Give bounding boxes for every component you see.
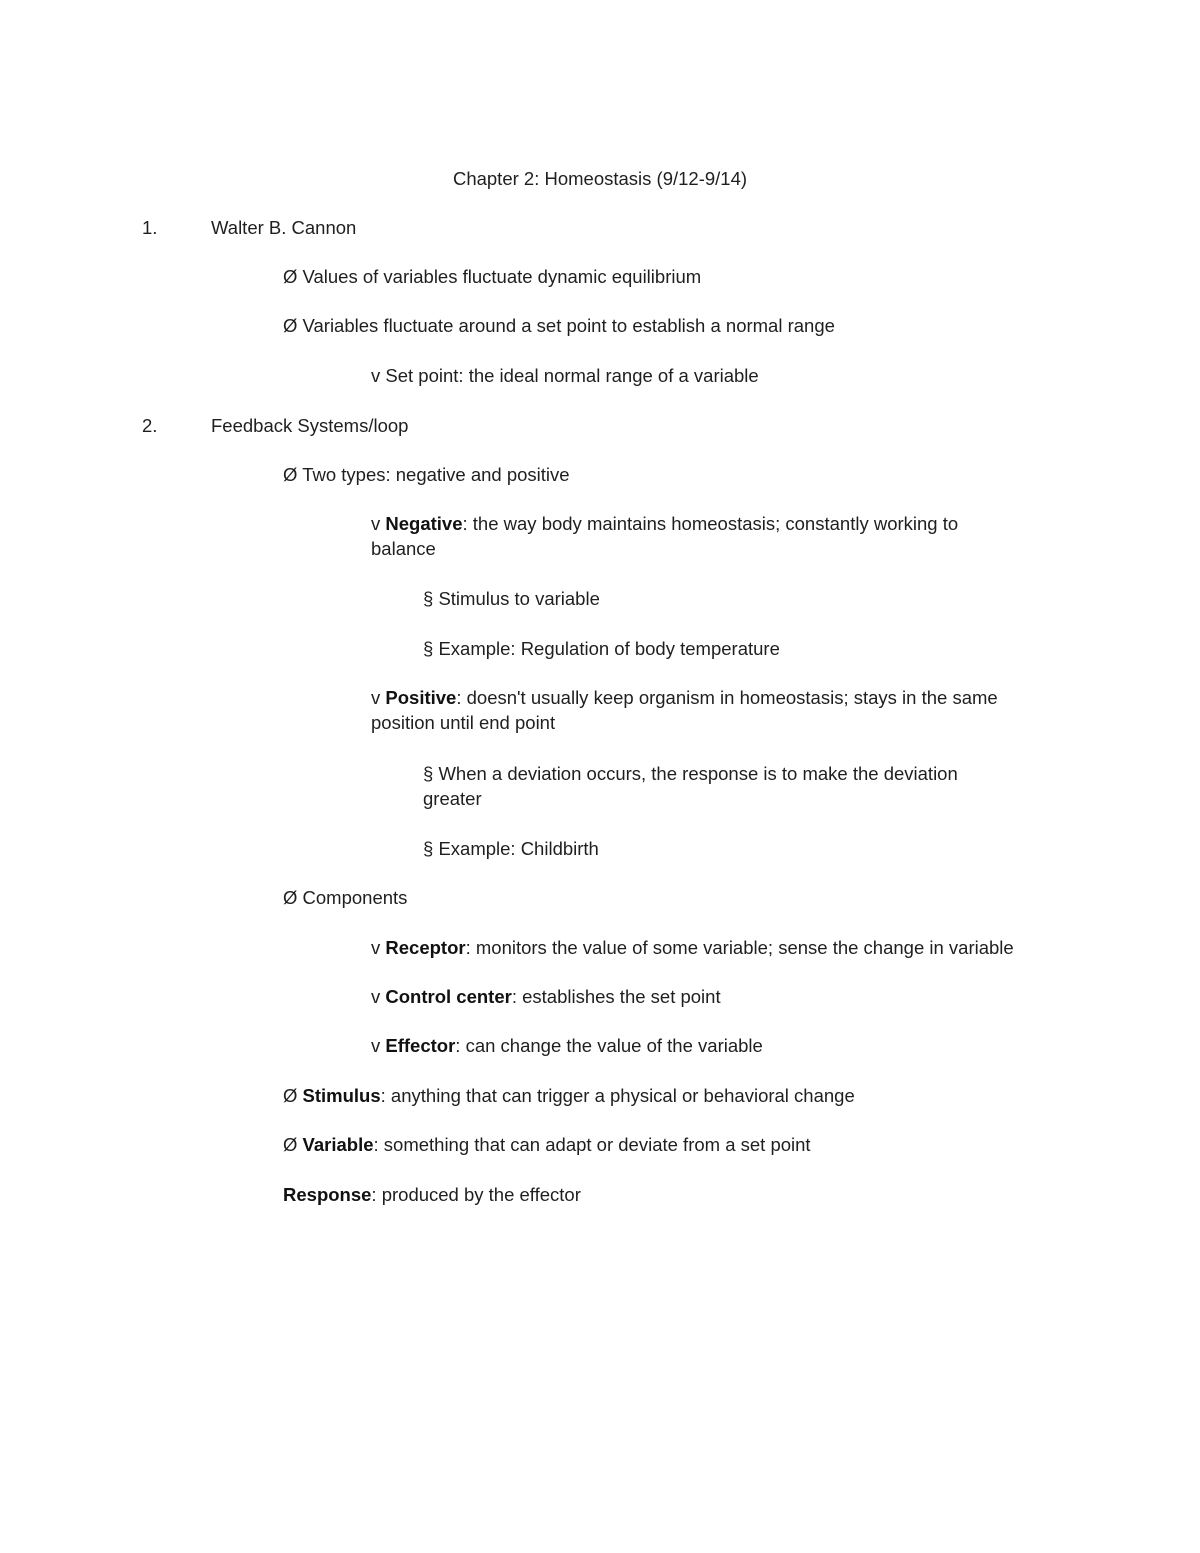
list-item — [423, 761, 1013, 811]
item-text: : something that can adapt or deviate from a set point — [373, 1134, 811, 1155]
list-item — [371, 685, 1051, 735]
item-term: Effector — [385, 1035, 456, 1056]
item-text: Components — [302, 887, 408, 908]
section-number: 2. — [142, 415, 158, 436]
list-item — [371, 935, 1014, 960]
section-heading: Feedback Systems/loop — [211, 415, 409, 436]
item-text: Example: Childbirth — [438, 838, 599, 859]
item-text: Variables fluctuate around a set point to establish a normal range — [302, 315, 835, 336]
item-text: When a deviation occurs, the response is to make the deviation greater — [423, 763, 958, 809]
item-text: : doesn't usually keep organism in homeostasis; stays in the same position until end point — [371, 687, 998, 733]
list-item — [423, 836, 599, 861]
list-item — [283, 1132, 811, 1157]
list-item — [283, 264, 701, 289]
item-text: : the way body maintains homeostasis; constantly working to balance — [371, 513, 959, 559]
arrow-bullet-icon: Ø — [283, 887, 298, 908]
check-bullet-icon: v — [371, 365, 381, 386]
arrow-bullet-icon: Ø — [283, 266, 298, 287]
item-text: : can change the value of the variable — [455, 1035, 763, 1056]
list-item — [371, 984, 721, 1009]
item-term: Positive — [385, 687, 457, 708]
item-text: Stimulus to variable — [438, 588, 600, 609]
section-heading: Walter B. Cannon — [211, 217, 357, 238]
item-text: : anything that can trigger a physical or behavioral change — [380, 1085, 855, 1106]
check-bullet-icon: v — [371, 687, 381, 708]
item-text: Two types: negative and positive — [302, 464, 570, 485]
item-text: Values of variables fluctuate dynamic equilibrium — [302, 266, 702, 287]
list-item — [371, 363, 759, 388]
list-item — [283, 1182, 581, 1207]
item-text: Set point: the ideal normal range of a variable — [385, 365, 759, 386]
arrow-bullet-icon: Ø — [283, 1085, 298, 1106]
item-term: Stimulus — [302, 1085, 381, 1106]
section-bullet-icon: § — [423, 763, 434, 784]
list-item — [283, 462, 570, 487]
item-term: Negative — [385, 513, 463, 534]
item-term: Control center — [385, 986, 512, 1007]
check-bullet-icon: v — [371, 1035, 381, 1056]
item-text: : establishes the set point — [511, 986, 721, 1007]
page-title: Chapter 2: Homeostasis (9/12-9/14) — [452, 168, 748, 189]
section-bullet-icon: § — [423, 588, 434, 609]
arrow-bullet-icon: Ø — [283, 1134, 298, 1155]
list-item — [283, 885, 407, 910]
check-bullet-icon: v — [371, 937, 381, 958]
list-item — [371, 511, 1021, 561]
arrow-bullet-icon: Ø — [283, 464, 298, 485]
list-item — [423, 586, 600, 611]
section-bullet-icon: § — [423, 638, 434, 659]
item-term: Receptor — [385, 937, 466, 958]
section-bullet-icon: § — [423, 838, 434, 859]
item-term: Response — [283, 1184, 372, 1205]
item-text: : produced by the effector — [371, 1184, 581, 1205]
check-bullet-icon: v — [371, 986, 381, 1007]
section-number: 1. — [142, 217, 158, 238]
list-item — [423, 636, 780, 661]
item-text: Example: Regulation of body temperature — [438, 638, 780, 659]
check-bullet-icon: v — [371, 513, 381, 534]
list-item — [283, 1083, 855, 1108]
list-item — [371, 1033, 763, 1058]
list-item — [283, 313, 835, 338]
item-term: Variable — [302, 1134, 374, 1155]
arrow-bullet-icon: Ø — [283, 315, 298, 336]
item-text: : monitors the value of some variable; sense the change in variable — [465, 937, 1014, 958]
